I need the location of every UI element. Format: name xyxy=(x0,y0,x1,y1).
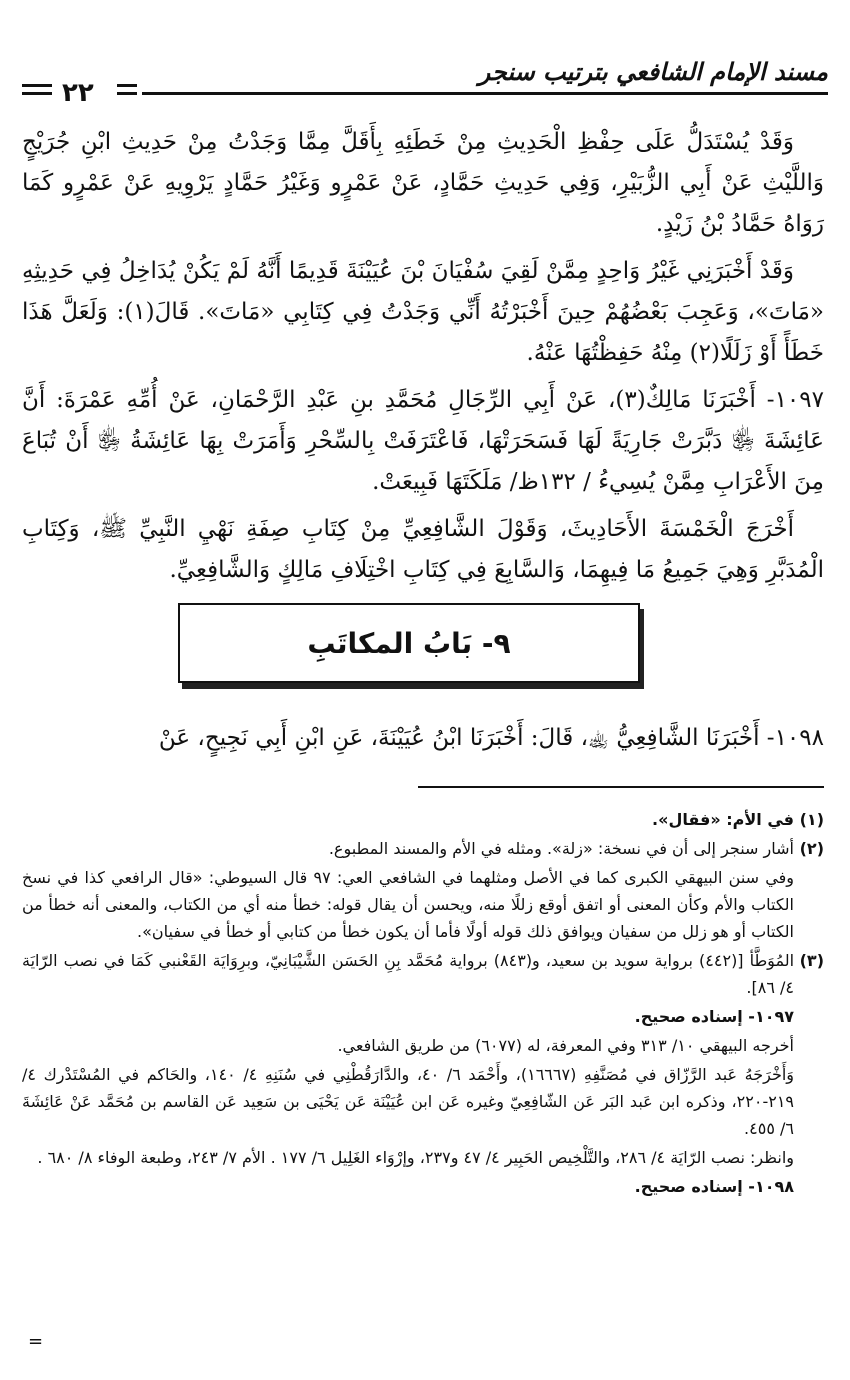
footnote-2 xyxy=(22,835,824,862)
takhrij-line-3: وانظر: نصب الرّايَة ٤/ ٢٨٦، والتَّلْخِيص الحَبِير ٤/ ٤٧ و٢٣٧، وإرْوَاء الغَلِيل ٦/ ١٧٧ . الأم ٧/ ٢٤٣، وطبعة الوفاء ٨/ ٦٨٠ . xyxy=(37,1148,794,1167)
footnote-separator xyxy=(418,786,824,788)
footnote-mark: (٣) xyxy=(799,951,824,970)
header-title: مسند الإمام الشافعي بترتيب سنجر xyxy=(478,58,828,86)
footnote-1 xyxy=(22,806,824,833)
chapter-heading-box xyxy=(178,603,644,687)
footnote-text: أشار سنجر إلى أن في نسخة: «زلة». ومثله في الأم والمسند المطبوع. xyxy=(328,839,794,858)
running-header xyxy=(22,48,828,108)
isnad-1098: ١٠٩٨- إسناده صحيح. xyxy=(634,1177,794,1196)
paragraph-takhrij: أَخْرَجَ الْخَمْسَةَ الأَحَادِيثَ، وَقَوْلَ الشَّافِعِيِّ مِنْ كِتَابِ صِفَةِ نَهْيِ النَّبِيِّ ﷺ، وَكِتَابِ الْمُدَبَّرِ وَهِيَ جَمِيعُ مَا فِيهِمَا، وَالسَّابِعَ فِي كِتَابِ اخْتِلَافِ مَالِكٍ وَالشَّافِعِيِّ. xyxy=(22,516,824,583)
footnotes xyxy=(22,806,824,1202)
takhrij-line-2: وَأَخْرَجَهُ عَبد الرَّزّاق في مُصَنَّفِهِ (١٦٦٦٧)، وأَحْمَد ٦/ ٤٠، والدَّارَقُطْنِي في سُنَنِهِ ٤/ ١٤٠، والحَاكم في المُسْتَدْرك ٤/ ٢١٩-٢٢٠، وذكره ابن عَبد البَر عَن الشّافِعِيّ وغيره عَن ابن عُيَيْنَة عَن يَحْيَى بن سَعِيد عَن القاسم بن مُحَمَّد عَنْ عَائِشَةَ ٦/ ٤٥٥. xyxy=(22,1065,795,1138)
footnote-text: المُوَطَّأ [(٤٤٢) برواية سويد بن سعيد، و(٨٤٣) برواية مُحَمَّد بِنِ الحَسَن الشَّيْبَانِيّ، وبرِوَايَة القَعْنبي كَمَا في نصب الرّايَة ٤/ ٨٦]. xyxy=(22,951,795,997)
footnote-2-continued: وفي سنن البيهقي الكبرى كما في الأصل ومثلهما في الشافعي العي: ٩٧ قال السيوطي: «قال الرافعي كذا في نسخ الكتاب والأم وكأن المعنى أو اتفق أوقع زللًا منه، ويحسن أن يقال قوله: خطأ منه أي من الكتاب، والمعنى أنه خطأ من الكتاب أو هو زلل من سفيان ويوافق ذلك قوله أولًا فأما أن يكون خطأ من كتابي أو خطأ في سفيان». xyxy=(22,868,794,941)
hadith-1097: ١٠٩٧- أَخْبَرَنَا مَالِكٌ(٣)، عَنْ أَبِي الرِّجَالِ مُحَمَّدِ بنِ عَبْدِ الرَّحْمَانِ، عَنْ أُمِّهِ عَمْرَةَ: أَنَّ عَائِشَةَ ﵂ دَبَّرَتْ جَارِيَةً لَهَا فَسَحَرَتْهَا، فَاعْتَرَفَتْ بِالسِّحْرِ وَأَمَرَتْ بِهَا عَائِشَةُ ﵂ أَنْ تُبَاعَ مِنَ الأَعْرَابِ مِمَّنْ يُسِيءُ / ١٣٢ظ/ مَلَكَتَهَا فَبِيعَتْ. xyxy=(22,387,824,495)
paragraph-1: وَقَدْ يُسْتَدَلُّ عَلَى حِفْظِ الْحَدِيثِ مِنْ خَطَئِهِ بِأَقَلَّ مِمَّا وَجَدْتُ مِنْ حَدِيثِ ابْنِ جُرَيْجٍ وَاللَّيْثِ عَنْ أَبِي الزُّبَيْرِ، وَفِي حَدِيثِ حَمَّادٍ، عَنْ عَمْرٍو وَغَيْرُ حَمَّادٍ يَرْوِيهِ عَنْ عَمْرٍو كَمَا رَوَاهُ حَمَّادُ بْنُ زَيْدٍ. xyxy=(22,129,824,237)
footnote-3 xyxy=(22,947,824,1001)
hadith-1098: ١٠٩٨- أَخْبَرَنَا الشَّافِعِيُّ ﵀، قَالَ: أَخْبَرَنَا ابْنُ عُيَيْنَةَ، عَنِ ابْنِ أَبِي نَجِيحٍ، عَنْ xyxy=(158,725,824,751)
header-ornament-left xyxy=(22,84,52,100)
margin-mark: = xyxy=(28,1331,44,1352)
chapter-title: ٩- بَابُ المكاتَبِ xyxy=(307,626,511,660)
header-rule xyxy=(142,92,828,95)
chapter-box xyxy=(178,603,640,683)
main-text xyxy=(22,122,824,597)
footnote-mark: (١) xyxy=(799,810,824,829)
isnad-1097: ١٠٩٧- إسناده صحيح. xyxy=(634,1007,794,1026)
page-number: ٢٢ xyxy=(62,78,94,108)
header-ornament-right xyxy=(117,84,137,100)
paragraph-2: وَقَدْ أَخْبَرَنِي غَيْرُ وَاحِدٍ مِمَّنْ لَقِيَ سُفْيَانَ بْنَ عُيَيْنَةَ قَدِيمًا أَنَّهُ لَمْ يَكُنْ يُدَاخِلُ فِي حَدِيثِهِ «مَاتَ»، وَعَجِبَ بَعْضُهُمْ حِينَ أَخْبَرْتُهُ أَنِّي وَجَدْتُ فِي كِتَابِي «مَاتَ». قَالَ(١): وَلَعَلَّ هَذَا خَطَأً أَوْ زَلَلًا(٢) مِنْهُ حَفِظْتُهَا عَنْهُ. xyxy=(22,258,824,366)
footnote-text: في الأم: «فقال». xyxy=(652,810,794,829)
takhrij-line-1: أخرجه البيهقي ١٠/ ٣١٣ وفي المعرفة، له (٦٠٧٧) من طريق الشافعي. xyxy=(337,1036,794,1055)
footnote-mark: (٢) xyxy=(799,839,824,858)
